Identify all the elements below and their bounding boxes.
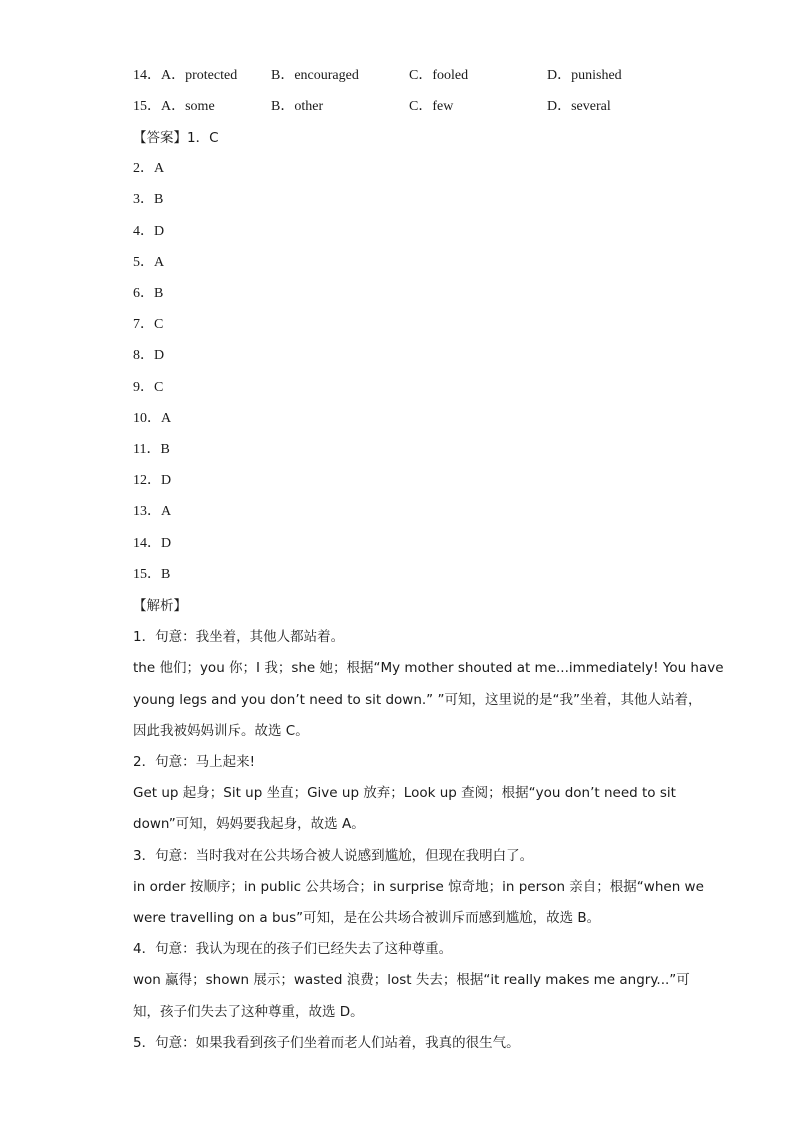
answer-item: 4．D <box>133 224 165 239</box>
analysis-2-line: down”可知，妈妈要我起身，故选 A。 <box>133 816 365 832</box>
analysis-3-title: 3．句意：当时我对在公共场合被人说感到尴尬，但现在我明白了。 <box>133 848 534 864</box>
analysis-3-line: in order 按顺序；in public 公共场合；in surprise 惊奇地；in person 亲自；根据“when we <box>133 879 704 895</box>
analysis-2-title: 2．句意：马上起来! <box>133 754 256 770</box>
analysis-2-line: Get up 起身；Sit up 坐直；Give up 放弃；Look up 查阅；根据“you don’t need to sit <box>133 785 676 801</box>
analysis-1-line: the 他们；you 你；I 我；she 她；根据“My mother shouted at me...immediately! You have <box>133 660 724 676</box>
answer-item: 15．B <box>133 567 171 582</box>
question-number: 15． <box>133 99 161 114</box>
analysis-3-line: were travelling on a bus”可知，是在公共场合被训斥而感到尴尬，故选 B。 <box>133 910 601 926</box>
option-d: D．punished <box>547 68 622 83</box>
analysis-4-title: 4．句意：我认为现在的孩子们已经失去了这种尊重。 <box>133 941 453 957</box>
answer-item: 12．D <box>133 473 172 488</box>
answer-item: 2．A <box>133 161 165 176</box>
answer-header: 【答案】1．C <box>133 130 219 146</box>
answer-item: 3．B <box>133 192 164 207</box>
option-a: A．some <box>161 99 215 114</box>
answer-item: 11．B <box>133 442 170 457</box>
option-b: B．encouraged <box>271 68 359 83</box>
analysis-1-title: 1．句意：我坐着，其他人都站着。 <box>133 629 345 645</box>
question-number: 14． <box>133 68 161 83</box>
answer-item: 8．D <box>133 348 165 363</box>
analysis-4-line: won 赢得；shown 展示；wasted 浪费；lost 失去；根据“it really makes me angry...”可 <box>133 972 690 988</box>
option-a: A．protected <box>161 68 238 83</box>
analysis-5-title: 5．句意：如果我看到孩子们坐着而老人们站着，我真的很生气。 <box>133 1035 520 1051</box>
answer-item: 7．C <box>133 317 164 332</box>
analysis-1-line: 因此我被妈妈训斥。故选 C。 <box>133 723 309 739</box>
answer-item: 14．D <box>133 536 172 551</box>
answer-item: 5．A <box>133 255 165 270</box>
answer-item: 9．C <box>133 380 164 395</box>
answer-item: 13．A <box>133 504 172 519</box>
answer-item: 6．B <box>133 286 164 301</box>
option-c: C．few <box>409 99 454 114</box>
analysis-header: 【解析】 <box>133 598 187 614</box>
option-c: C．fooled <box>409 68 469 83</box>
option-b: B．other <box>271 99 324 114</box>
option-d: D．several <box>547 99 611 114</box>
answer-item: 10．A <box>133 411 172 426</box>
analysis-1-line: young legs and you don’t need to sit down.” ”可知，这里说的是“我”坐着，其他人站着， <box>133 692 702 708</box>
analysis-4-line: 知，孩子们失去了这种尊重，故选 D。 <box>133 1004 364 1020</box>
